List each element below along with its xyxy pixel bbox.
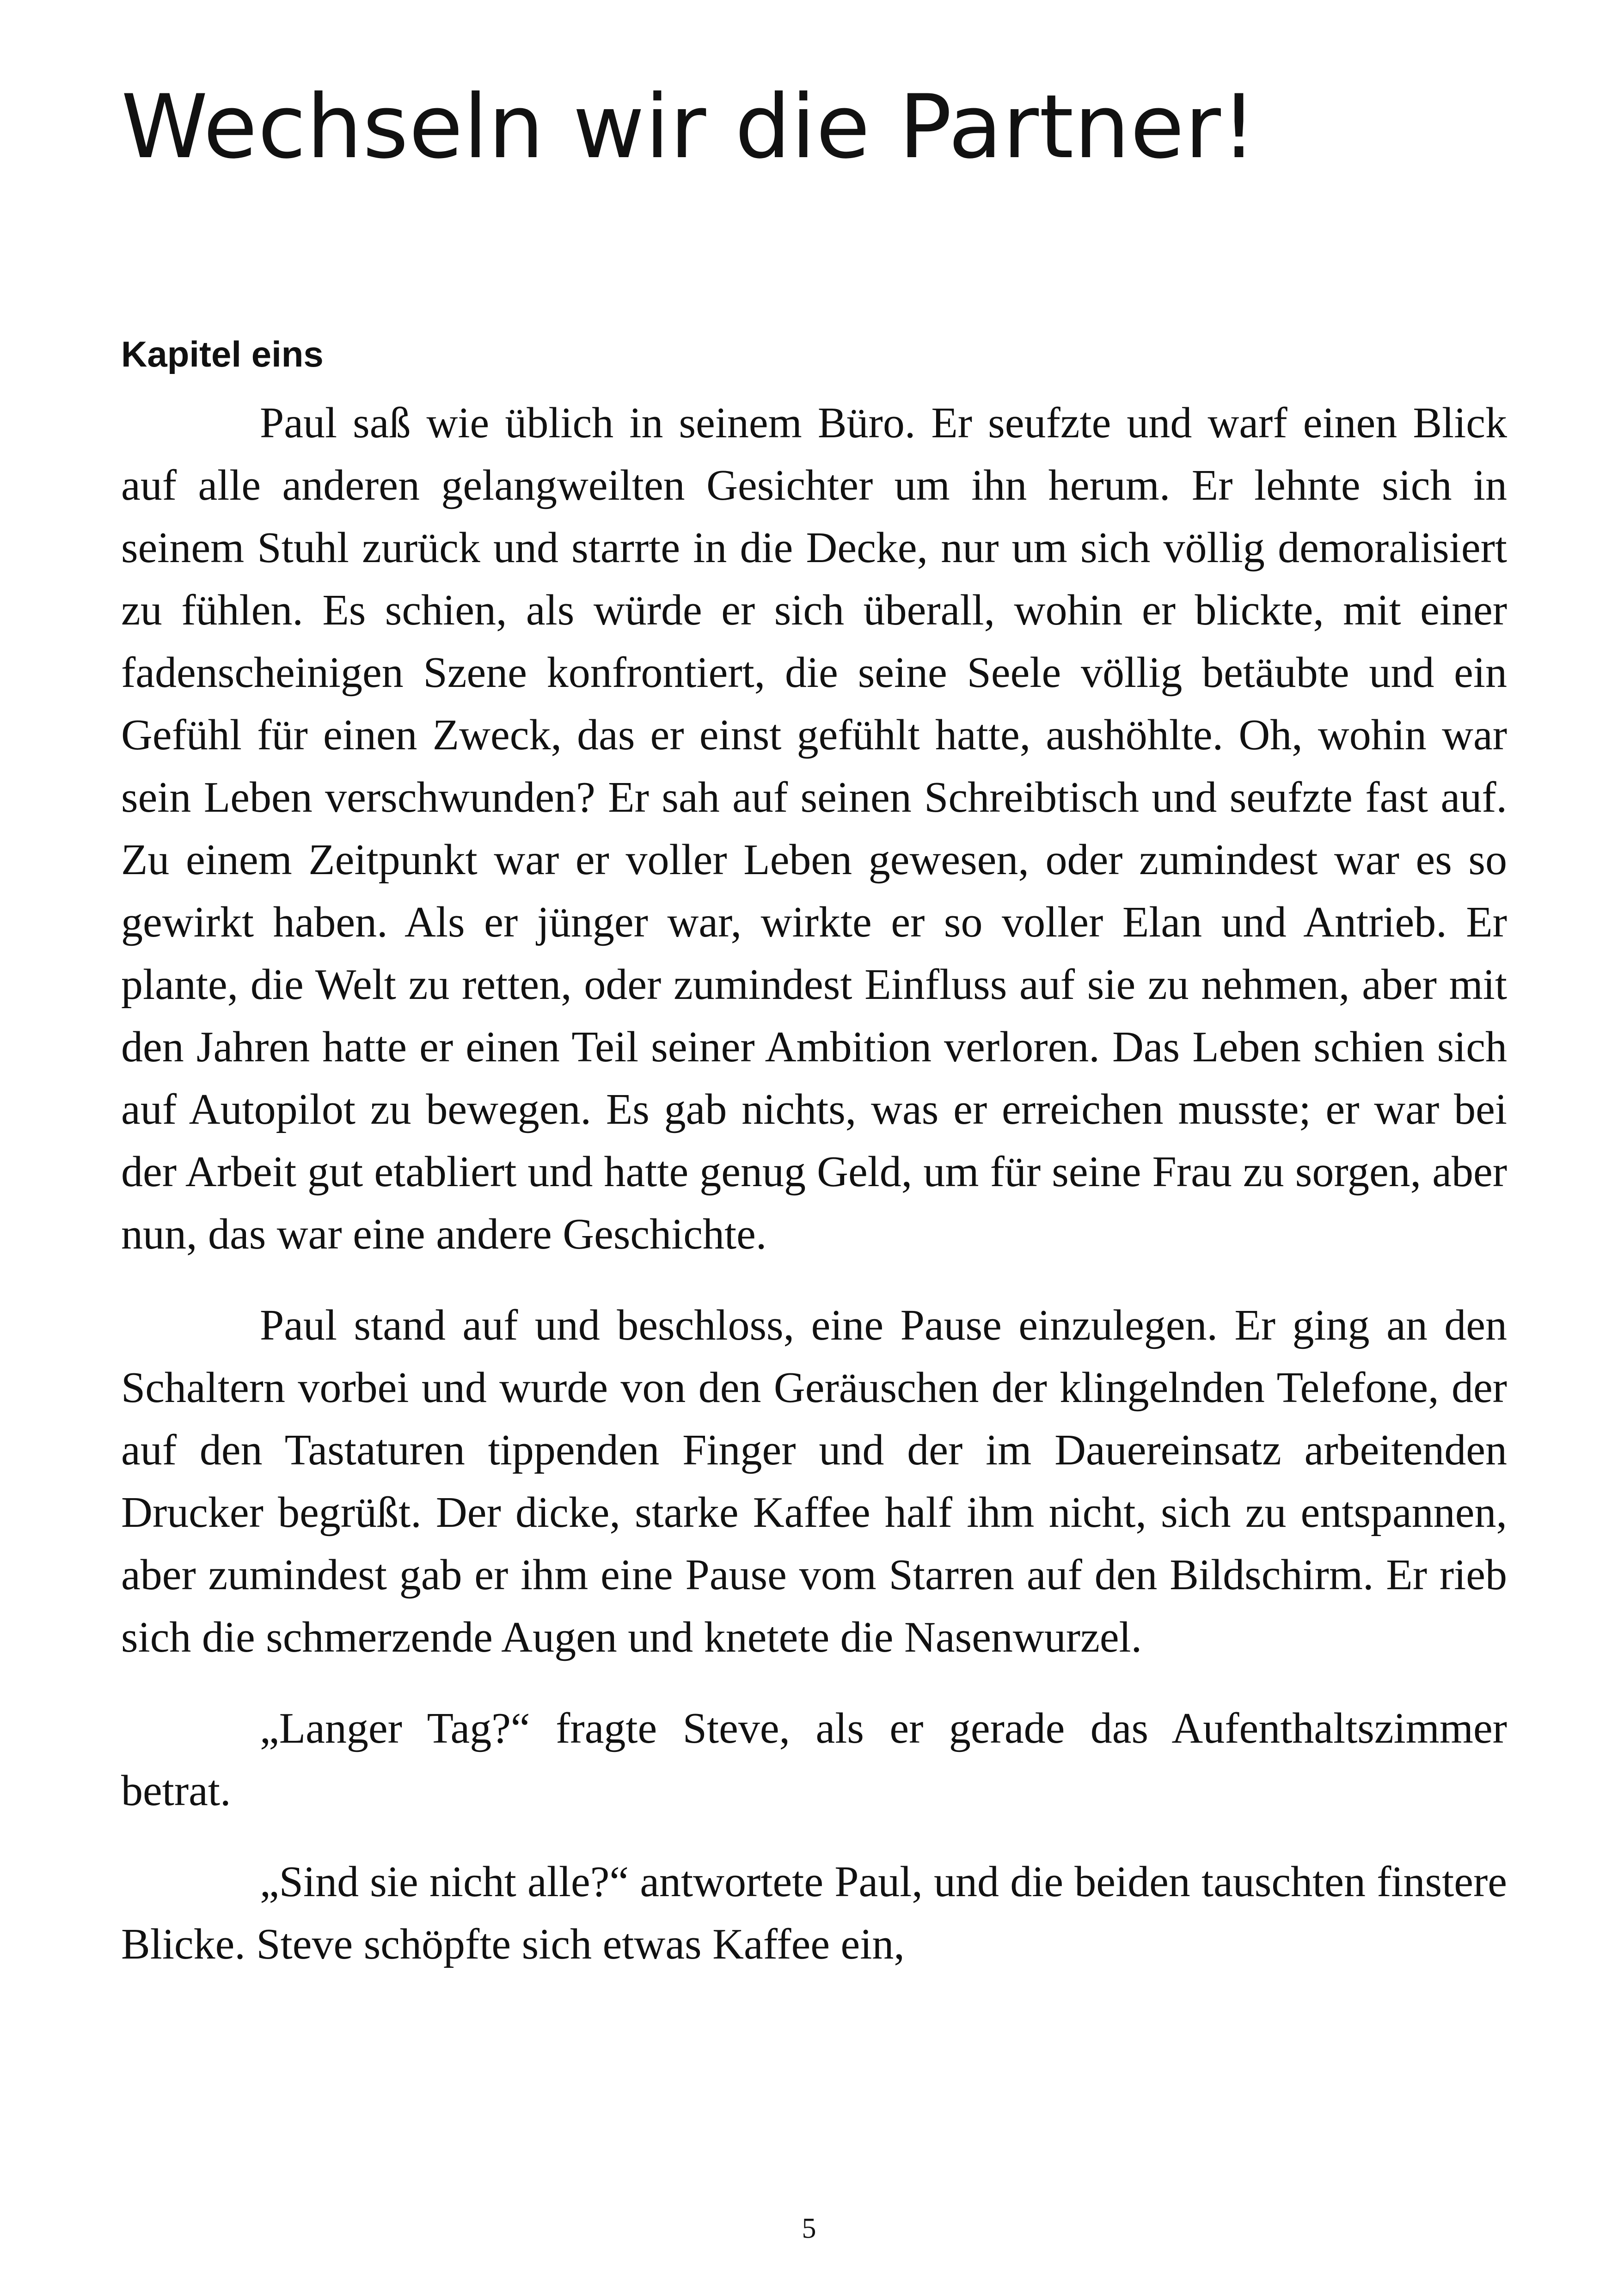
page-title: Wechseln wir die Partner! xyxy=(121,76,1257,178)
body-text xyxy=(121,392,1507,2004)
paragraph-4: „Sind sie nicht alle?“ antwortete Paul, und die beiden tauschten finstere Blicke. Steve schöpfte sich etwas Kaffee ein, xyxy=(121,1858,1507,1968)
chapter-heading: Kapitel eins xyxy=(121,334,324,374)
paragraph-2: Paul stand auf und beschloss, eine Pause einzulegen. Er ging an den Schaltern vorbei und wurde von den Geräuschen der klingelnden Telefone, der auf den Tastaturen tippenden Finger und der im Dauereinsatz arbeitenden Drucker begrüßt. Der dicke, starke Kaffee half ihm nicht, sich zu entspannen, aber zumindest gab er ihm eine Pause vom Starren auf den Bildschirm. Er rieb sich die schmerzende Augen und knetete die Nasenwurzel. xyxy=(121,1301,1507,1661)
page-number: 5 xyxy=(802,2213,816,2244)
paragraph-1: Paul saß wie üblich in seinem Büro. Er seufzte und warf einen Blick auf alle anderen gelangweilten Gesichter um ihn herum. Er lehnte sich in seinem Stuhl zurück und starrte in die Decke, nur um sich völlig demoralisiert zu fühlen. Es schien, als würde er sich überall, wohin er blickte, mit einer fadenscheinigen Szene konfrontiert, die seine Seele völlig betäubte und ein Gefühl für einen Zweck, das er einst gefühlt hatte, aushöhlte. Oh, wohin war sein Leben verschwunden? Er sah auf seinen Schreibtisch und seufzte fast auf. Zu einem Zeitpunkt war er voller Leben gewesen, oder zumindest war es so gewirkt haben. Als er jünger war, wirkte er so voller Elan und Antrieb. Er plante, die Welt zu retten, oder zumindest Einfluss auf sie zu nehmen, aber mit den Jahren hatte er einen Teil seiner Ambition verloren. Das Leben schien sich auf Autopilot zu bewegen. Es gab nichts, was er erreichen musste; er war bei der Arbeit gut etabliert und hatte genug Geld, um für seine Frau zu sorgen, aber nun, das war eine andere Geschichte. xyxy=(121,399,1507,1258)
paragraph-3: „Langer Tag?“ fragte Steve, als er gerade das Aufenthaltszimmer betrat. xyxy=(121,1704,1507,1815)
